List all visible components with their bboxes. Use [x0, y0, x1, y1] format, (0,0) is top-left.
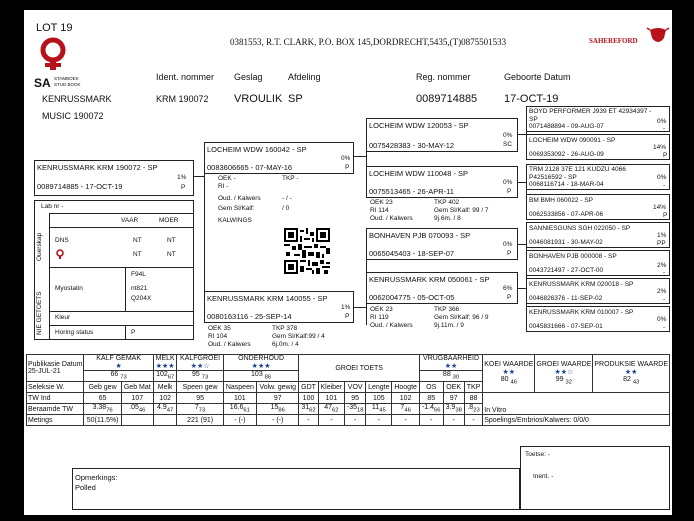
genetics-myostatin-0: F94L — [131, 271, 146, 278]
performance-cell: Volw. gewig — [257, 382, 299, 393]
genetics-myostatin_label: Myostatin — [55, 285, 83, 292]
pedigree-sd-reg: 0075513465 - 26-APR-11 — [369, 187, 454, 196]
performance-cell: Geb Mat — [121, 382, 153, 393]
pedigree-gen3-item — [526, 278, 670, 304]
performance-cell: Speen gew — [177, 382, 223, 393]
tests-box — [520, 446, 670, 510]
pedigree-sd-ri: RI 114 — [370, 207, 389, 214]
perf-bt-2: 4.9 — [157, 404, 167, 412]
reg-label: Reg. nommer — [416, 72, 471, 82]
pedigree-g3-1-pct: 14% — [653, 144, 667, 151]
genetics-side1: Ouerskap — [36, 232, 43, 261]
pedigree-g3-5-reg: 0043721497 - 27-OCT-00 — [529, 267, 604, 274]
performance-cell: GDT — [299, 382, 318, 393]
performance-cell — [366, 404, 392, 415]
pedigree-sd-pct: 0% — [503, 179, 513, 186]
pedigree-sd-name: LOCHEIM WDW 110048 - SP — [369, 169, 469, 178]
perf-remarks: Polled — [75, 483, 96, 492]
perf-bt_sub-0: 76 — [106, 407, 113, 414]
perf-spoel_label: Spoelings/Embrios/Kalwers: — [484, 416, 572, 424]
sex-value: VROULIK — [234, 93, 283, 105]
performance-table — [26, 354, 670, 426]
pedigree-self_p: P — [181, 184, 186, 191]
pedigree-g3-7-name: KENRUSSMARK KRM 010007 - SP — [529, 309, 634, 316]
perf-pub_label: Publikasie Datum — [28, 361, 83, 368]
perf-bt-1: .05 — [129, 404, 139, 412]
pedigree-g3-4-name: SANNIESGUNS SGH 022050 - SP — [529, 225, 631, 232]
perf-groups-onderhoud: ONDERHOUD — [238, 355, 285, 362]
pedigree-ss-pct: 0% — [503, 132, 513, 139]
performance-cell — [345, 404, 366, 415]
pedigree-ss-name: LOCHEIM WDW 120053 - SP — [369, 121, 469, 130]
perf-groups-vrug: VRUGBAARHEID — [423, 355, 480, 362]
dna-logo-icon — [55, 249, 65, 259]
sex-label: Geslag — [234, 72, 263, 82]
performance-cell — [257, 404, 299, 415]
perf-bt_sub-11: 66 — [434, 407, 441, 414]
pedigree-dd-pct: 6% — [503, 285, 513, 292]
pedigree-sd-gem: Gem Sl/Kalf: 99 / 7 — [434, 207, 489, 214]
pedigree-dd-reg: 0062004775 - 05-OCT-05 — [369, 293, 455, 302]
logo-sub2: STUD BOOK — [54, 82, 81, 87]
pedigree-g3-5-p: - — [663, 269, 666, 276]
pedigree-dam-oek: OEK 35 — [208, 325, 231, 332]
pedigree-gen3-item — [526, 306, 670, 332]
performance-cell: 101 — [318, 393, 345, 404]
pedigree-g3-7-pct: 0% — [657, 316, 667, 323]
performance-cell: - (-) — [223, 415, 256, 426]
performance-cell: GROEI TOETS — [299, 355, 419, 382]
performance-cell: 105 — [366, 393, 392, 404]
perf-bt-7: 47 — [324, 404, 333, 412]
section-value: SP — [288, 93, 303, 105]
pedigree-g3-0-reg: 0071488894 - 09-AUG-07 — [529, 123, 604, 130]
pedigree-g3-3-name: BM BMH 060022 - SP — [529, 197, 593, 204]
pedigree-dam — [204, 291, 354, 323]
genetics-side2: NIE GETOETS — [36, 291, 43, 335]
genetics-horn_label: Horing status — [55, 329, 94, 336]
pedigree-sire-ri: RI - — [218, 183, 229, 190]
genetics-horn: P — [131, 329, 136, 336]
performance-cell — [419, 371, 482, 382]
pedigree-ss-reg: 0075428383 - 30-MAY-12 — [369, 141, 455, 150]
pedigree-sire-p: P — [345, 164, 350, 171]
qr-code-icon — [284, 228, 330, 274]
performance-cell: - — [392, 415, 419, 426]
performance-cell — [464, 404, 482, 415]
performance-cell: Geb gew — [84, 382, 121, 393]
pedigree-sire — [204, 142, 354, 174]
perf-bt_sub-4: 61 — [243, 407, 250, 414]
perf-toetse: Toetse: - — [525, 451, 550, 458]
pedigree-g3-6-reg: 0046826376 - 11-SEP-02 — [529, 295, 603, 302]
performance-cell: In Vitro — [483, 393, 670, 415]
genetics-rows-0-dam: NT — [167, 237, 176, 244]
pedigree-sire-reg: 0083606665 - 07-MAY-16 — [207, 163, 293, 172]
performance-cell — [153, 404, 177, 415]
perf-bt_sub-8: 18 — [357, 407, 364, 414]
performance-cell: Naspeen — [223, 382, 256, 393]
pedigree-g3-0-name: BOYD PERFORMER J939 ET 42934397 - SP — [529, 108, 652, 123]
pedigree-dd-calves: 9j.11m. / 9 — [434, 322, 464, 329]
perf-bt_sub-2: 47 — [166, 407, 174, 414]
genetics-myostatin-1: nt821 — [131, 285, 148, 292]
pedigree-dam-dam — [366, 272, 518, 304]
pedigree-g3-1-reg: 0069353092 - 26-AUG-09 — [529, 151, 604, 158]
pedigree-gen3-item — [526, 106, 670, 132]
pedigree-g3-2-reg: 0068116714 - 18-MAR-04 — [529, 181, 604, 188]
perf-bt-10: 7 — [400, 404, 405, 412]
pedigree-dd-calves_label: Oud. / Kalwers — [370, 322, 413, 329]
perf-bt-11: -1.4 — [421, 404, 435, 412]
performance-cell: VOV — [345, 382, 366, 393]
performance-cell: - — [345, 415, 366, 426]
pedigree-sire-pct: 0% — [341, 155, 351, 162]
pedigree-g3-0-pct: 0% — [657, 118, 667, 125]
pedigree-sd-tkp: TKP 402 — [434, 199, 460, 206]
perf-groups-kalf: KALF GEMAK — [96, 355, 141, 362]
performance-cell: TW Ind — [27, 393, 84, 404]
performance-cell: 102 — [392, 393, 419, 404]
performance-cell — [483, 355, 535, 393]
reg-value: 0089714885 — [416, 93, 478, 105]
performance-cell: OS — [419, 382, 443, 393]
ident-value: KRM 190072 — [156, 94, 209, 104]
genetics-rows-1-dam: NT — [167, 251, 176, 258]
perf-bt-0: 3.38 — [92, 404, 107, 412]
pedigree-ss-p: SC — [503, 141, 513, 148]
pedigree-g3-2-pct: 0% — [657, 174, 667, 181]
perf-sel-kalf_sub: 73 — [120, 374, 127, 381]
performance-cell — [121, 404, 153, 415]
performance-cell: 97 — [443, 393, 464, 404]
pedigree-ds-name: BONHAVEN PJB 070093 - SP — [369, 231, 471, 240]
pedigree-ds-pct: 0% — [503, 241, 513, 248]
performance-cell — [299, 404, 318, 415]
genetics-kleur_label: Kleur — [55, 314, 71, 321]
dob-label: Geboorte Datum — [504, 72, 571, 82]
performance-cell: - — [318, 415, 345, 426]
logo-sa: SA — [34, 76, 51, 90]
performance-cell: 97 — [257, 393, 299, 404]
pedigree-gen3-item — [526, 222, 670, 248]
perf-bt_sub-13: 23 — [473, 407, 480, 414]
perf-bt-9: 11 — [371, 404, 380, 412]
pedigree-sire-calves: - / - — [282, 195, 292, 202]
perf-sel-onderhoud_sub: 86 — [264, 374, 272, 381]
pedigree-g3-7-p: - — [663, 324, 666, 331]
perf-sel-groeiw: 99 — [555, 376, 564, 384]
performance-cell: Melk — [153, 382, 177, 393]
performance-cell — [153, 371, 177, 382]
pedigree-dam-name: KENRUSSMARK KRM 140055 - SP — [207, 294, 328, 303]
animal-name-1: KENRUSSMARK — [42, 94, 112, 104]
genetics-rows-0-label: DNS — [55, 237, 69, 244]
pedigree-g3-5-pct: 2% — [657, 262, 667, 269]
performance-cell — [177, 371, 223, 382]
perf-bt_sub-6: 62 — [309, 407, 316, 414]
pedigree-sire-sire — [366, 118, 518, 152]
performance-cell: Kleiber — [318, 382, 345, 393]
pedigree-ds-p: P — [507, 250, 512, 257]
pedigree-g3-4-p: PP — [657, 240, 666, 247]
performance-cell — [177, 404, 223, 415]
performance-cell: 65 — [84, 393, 121, 404]
perf-pub_date: 25-JUL-21 — [28, 368, 61, 375]
pedigree-dam-sire — [366, 228, 518, 260]
pedigree-dam-gem: Gem Sl/Kalf:99 / 4 — [272, 333, 325, 340]
pedigree-dd-gem: Gem Sl/Kalf: 96 / 9 — [434, 314, 489, 321]
pedigree-sire-oek: OEK - — [218, 175, 236, 182]
pedigree-sd-calves: 9j.6m. / 8 — [434, 215, 461, 222]
performance-cell: - — [299, 415, 318, 426]
koei-stars: ★★ — [502, 369, 516, 377]
perf-bt_sub-9: 45 — [379, 407, 386, 414]
performance-cell — [483, 415, 670, 426]
performance-cell: 88 — [464, 393, 482, 404]
vrug-stars: ★★ — [444, 363, 458, 370]
performance-cell: OEK — [443, 382, 464, 393]
pedigree-sire-name: LOCHEIM WDW 160042 - SP — [207, 145, 307, 154]
perf-bt_sub-7: 62 — [332, 407, 339, 414]
genetics-panel — [34, 200, 194, 340]
perf-sel-produksie: 82 — [623, 376, 631, 384]
perf-sel-kalfgroei: 95 — [191, 371, 200, 379]
genetics-sire_col: VAAR — [121, 217, 139, 224]
pedigree-gen3-item — [526, 194, 670, 220]
performance-cell: Metings — [27, 415, 84, 426]
pedigree-g3-4-pct: 1% — [657, 232, 667, 239]
performance-cell: Seleksie W. — [27, 382, 84, 393]
perf-sel-onderhoud: 103 — [251, 371, 263, 379]
performance-cell: - — [366, 415, 392, 426]
performance-cell — [419, 355, 482, 371]
performance-cell: 95 — [345, 393, 366, 404]
performance-cell — [223, 371, 299, 382]
section-label: Afdeling — [288, 72, 321, 82]
bull-head-icon — [646, 26, 670, 48]
perf-sel-melk: 102 — [156, 371, 168, 379]
pedigree-ds-reg: 0065045403 - 18-SEP-07 — [369, 249, 455, 258]
remarks-box — [72, 468, 520, 510]
performance-cell — [27, 355, 84, 382]
pedigree-g3-5-name: BONHAVEN PJB 000008 - SP — [529, 253, 617, 260]
perf-bt-13: .8 — [467, 404, 474, 412]
perf-sel-vrug: 88 — [442, 371, 451, 379]
pedigree-sire-gem: / 0 — [282, 205, 290, 212]
performance-cell — [443, 404, 464, 415]
pedigree-gen3-item — [526, 134, 670, 160]
pedigree-dam-ri: RI 104 — [208, 333, 228, 340]
pedigree-g3-6-name: KENRUSSMARK KRM 020018 - SP — [529, 281, 634, 288]
perf-bt-3: 7 — [194, 404, 199, 412]
dob-value: 17-OCT-19 — [504, 93, 559, 105]
performance-cell: 221 (91) — [177, 415, 223, 426]
pedigree-dd-name: KENRUSSMARK KRM 050061 - SP — [369, 275, 490, 284]
pedigree-sire-calves_label: Oud. / Kalwers — [218, 195, 261, 202]
performance-cell: 100 — [299, 393, 318, 404]
perf-sel-melk_sub: 67 — [167, 374, 175, 381]
pedigree-sire-dam — [366, 166, 518, 198]
pedigree-sd-p: P — [507, 188, 512, 195]
performance-cell: 85 — [419, 393, 443, 404]
performance-cell — [84, 355, 153, 371]
perf-groups-groeiw: GROEI WAARDE — [536, 361, 592, 369]
logo-sub1: STAMBOEK — [54, 76, 79, 81]
pedigree-g3-1-name: LOCHEIM WDW 090091 - SP — [529, 137, 616, 144]
performance-cell: - — [419, 415, 443, 426]
performance-cell — [593, 355, 670, 393]
performance-cell: TKP — [464, 382, 482, 393]
performance-cell — [318, 404, 345, 415]
pedigree-g3-7-reg: 0045831666 - 07-SEP-01 — [529, 323, 603, 330]
contact-line: 0381553, R.T. CLARK, P.O. BOX 145,DORDRECHT,5435,(T)0875501533 — [230, 37, 507, 47]
genetics-rows-0-sire: NT — [133, 237, 142, 244]
perf-spoel: 0/0/0 — [573, 416, 589, 424]
pedigree-sire-gem_label: Gem Sl/Kalf: — [218, 205, 255, 212]
perf-sel-koei_sub: 46 — [510, 379, 517, 386]
performance-cell: 102 — [153, 393, 177, 404]
performance-cell: Beraamde TW — [27, 404, 84, 415]
perf-inent: Inent. - — [533, 473, 554, 480]
perf-sel-kalfgroei_sub: 73 — [201, 374, 209, 381]
genetics-rows-1-sire: NT — [133, 251, 142, 258]
performance-cell: 107 — [121, 393, 153, 404]
performance-cell: - — [464, 415, 482, 426]
perf-groups-produksie: PRODUKSIE WAARDE — [594, 361, 668, 369]
ident-label: Ident. nommer — [156, 72, 215, 82]
pedigree-dam-calves: 6j.0m. / 4 — [272, 341, 299, 348]
pedigree-sd-calves_label: Oud. / Kalwers — [370, 215, 413, 222]
performance-cell: 101 — [223, 393, 256, 404]
animal-name-2: MUSIC 190072 — [42, 111, 104, 121]
perf-sel-koei: 80 — [500, 376, 509, 384]
pedigree-self_pct: 1% — [177, 174, 187, 181]
pedigree-g3-2-name: TRM 2128 37E 121 KUDZU 4066 P42516592 - SP — [529, 166, 626, 181]
performance-cell — [419, 404, 443, 415]
performance-cell: Lengte — [366, 382, 392, 393]
perf-bt_sub-12: 38 — [455, 407, 462, 414]
pedigree-dd-tkp: TKP 366 — [434, 306, 460, 313]
genetics-lab_label: Lab nr - — [41, 203, 64, 210]
groeiw-stars: ★★☆ — [554, 369, 574, 377]
pedigree-dam-tkp: TKP 378 — [272, 325, 298, 332]
produksie-stars: ★★ — [624, 369, 638, 377]
perf-bt-4: 16.6 — [229, 404, 244, 412]
performance-cell: Hoogte — [392, 382, 419, 393]
performance-cell — [535, 355, 593, 393]
pedigree-dam-calves_label: Oud. / Kalwers — [208, 341, 251, 348]
performance-cell — [84, 404, 121, 415]
pedigree-sire-tkp: TKP - — [282, 175, 299, 182]
pedigree-dam-p: P — [345, 313, 350, 320]
performance-cell — [121, 415, 153, 426]
performance-cell — [392, 404, 419, 415]
perf-bt-5: 15 — [270, 404, 279, 412]
performance-cell: 95 — [177, 393, 223, 404]
pedigree-sd-oek: OEK 23 — [370, 199, 393, 206]
pedigree-g3-4-reg: 0046081931 - 30-MAY-02 — [529, 239, 603, 246]
pedigree-g3-6-pct: 2% — [657, 288, 667, 295]
perf-bt-8: -35 — [346, 404, 357, 412]
perf-sel-produksie_sub: 43 — [632, 379, 640, 386]
pedigree-dd-oek: OEK 23 — [370, 306, 393, 313]
perf-remarks_label: Opmerkings: — [75, 473, 118, 482]
pedigree-dam-reg: 0080163116 - 25-SEP-14 — [207, 312, 292, 321]
melk-stars: ★★★ — [155, 363, 175, 370]
perf-bt_sub-1: 46 — [138, 407, 146, 414]
pedigree-self_reg: 0089714885 - 17-OCT-19 — [37, 182, 123, 191]
pedigree-g3-0-p: - — [663, 125, 666, 132]
performance-cell — [223, 404, 256, 415]
pedigree-gen3-item — [526, 164, 670, 190]
pedigree-g3-6-p: - — [663, 296, 666, 303]
pedigree-dam-pct: 1% — [341, 304, 351, 311]
perf-bt_sub-5: 86 — [278, 407, 285, 414]
pedigree-g3-1-p: P — [663, 152, 668, 159]
pedigree-g3-3-reg: 0062533856 - 07-APR-06 — [529, 211, 604, 218]
perf-groups-kalfgroei: KALFGROEI — [180, 355, 221, 362]
pedigree-dd-p: P — [507, 294, 512, 301]
genetics-dam_col: MOER — [159, 217, 179, 224]
studbook-logo-icon — [36, 36, 70, 72]
performance-cell: 50(11.5%) — [84, 415, 121, 426]
pedigree-self_name: KENRUSSMARK KRM 190072 - SP — [37, 163, 158, 172]
lot-sheet — [24, 10, 672, 515]
genetics-myostatin-2: Q204X — [131, 295, 152, 302]
pedigree-g3-3-pct: 14% — [653, 204, 667, 211]
performance-cell — [177, 355, 223, 371]
perf-groups-melk: MELK — [155, 355, 175, 362]
kalf-stars: ★ — [115, 363, 122, 370]
perf-bt-6: 31 — [301, 404, 310, 412]
onderhoud-stars: ★★★ — [251, 363, 271, 370]
perf-sel-vrug_sub: 30 — [452, 374, 460, 381]
perf-sel-groeiw_sub: 32 — [565, 379, 572, 386]
kalfgroei-stars: ★★☆ — [190, 363, 210, 370]
performance-cell — [84, 371, 153, 382]
performance-cell — [153, 415, 177, 426]
pedigree-gen3-item — [526, 250, 670, 276]
perf-bt_sub-3: 73 — [198, 407, 206, 414]
performance-cell: - — [443, 415, 464, 426]
lot-number: LOT 19 — [36, 22, 73, 34]
pedigree-g3-2-p: - — [663, 182, 666, 189]
pedigree-sire-kalwings: KALWINGS — [218, 217, 252, 224]
brand-name: SAHEREFORD — [589, 37, 638, 45]
performance-cell — [153, 355, 177, 371]
perf-bt_sub-10: 46 — [404, 407, 411, 414]
performance-cell — [223, 355, 299, 371]
perf-bt-12: 3.9 — [445, 404, 456, 412]
pedigree-g3-3-p: P — [663, 212, 668, 219]
pedigree-dd-ri: RI 119 — [370, 314, 389, 321]
pedigree-self — [34, 160, 194, 196]
perf-groups-koei: KOEI WAARDE — [484, 361, 534, 369]
performance-cell: - (-) — [257, 415, 299, 426]
perf-sel-kalf: 66 — [110, 371, 119, 379]
